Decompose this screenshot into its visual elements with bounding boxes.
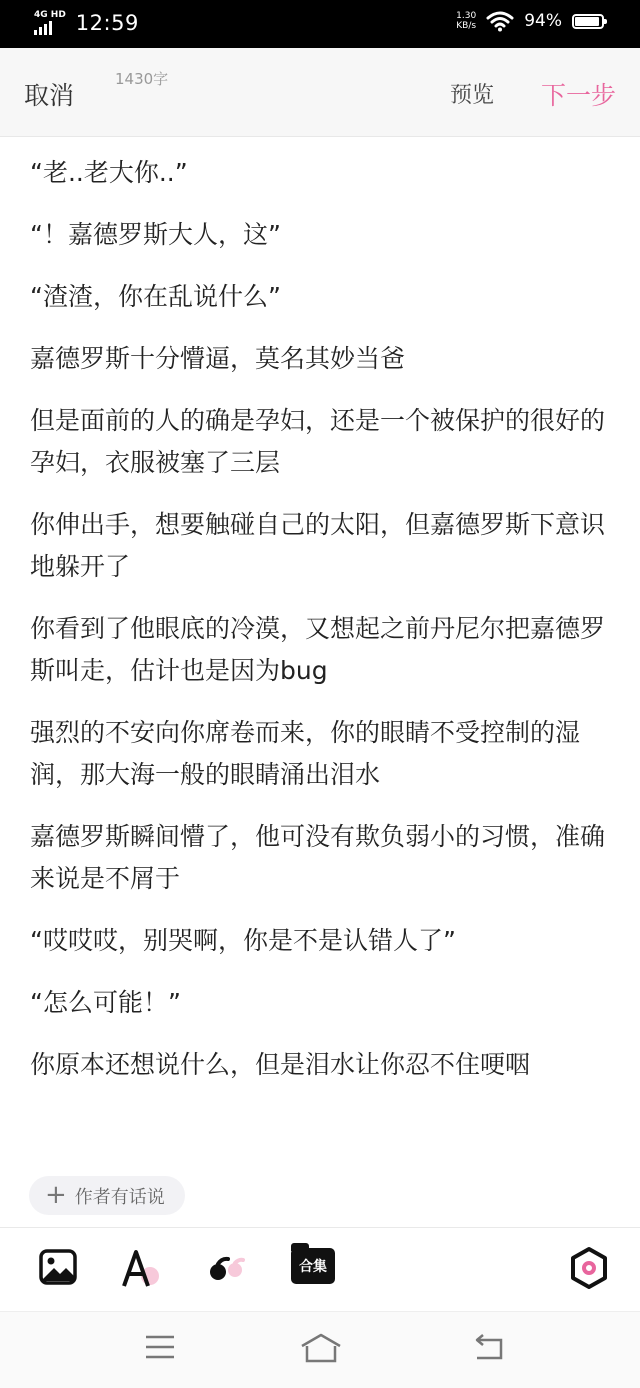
editor-toolbar <box>0 1227 640 1312</box>
settings-button[interactable] <box>568 1246 610 1294</box>
signal-bars-icon <box>34 21 66 35</box>
quote-button[interactable] <box>205 1254 247 1288</box>
clock-time: 12:59 <box>75 10 139 35</box>
back-icon <box>472 1332 506 1362</box>
network-speed <box>456 11 476 31</box>
editor-header <box>0 48 640 137</box>
battery-icon <box>572 14 604 29</box>
collection-button[interactable] <box>291 1248 335 1284</box>
status-bar <box>0 0 640 48</box>
status-left <box>34 10 139 35</box>
font-icon <box>118 1246 166 1290</box>
paragraph: 强烈的不安向你席卷而来，你的眼睛不受控制的湿润，那大海一般的眼睛涌出泪水 <box>30 718 581 789</box>
font-button[interactable] <box>118 1246 166 1294</box>
network-speed-value: 1.30 <box>456 11 477 21</box>
menu-icon <box>143 1332 177 1362</box>
menu-button[interactable] <box>143 1332 177 1366</box>
paragraph: 你原本还想说什么，但是泪水让你忍不住哽咽 <box>30 1050 531 1079</box>
next-step-button[interactable]: 下一步 <box>540 81 616 110</box>
paragraph: 你伸出手，想要触碰自己的太阳，但嘉德罗斯下意识地躲开了 <box>30 510 606 581</box>
network-speed-unit: KB/s <box>456 21 477 31</box>
paragraph: “！嘉德罗斯大人，这” <box>30 220 281 249</box>
image-icon <box>38 1248 78 1286</box>
collection-icon <box>291 1248 335 1284</box>
preview-button[interactable]: 预览 <box>449 83 494 108</box>
word-count: 1430字 <box>115 70 169 88</box>
back-button[interactable] <box>472 1332 506 1366</box>
home-icon <box>298 1332 344 1364</box>
system-navigation-bar <box>0 1311 640 1388</box>
wifi-icon <box>486 10 514 32</box>
editor-content[interactable] <box>30 152 610 1168</box>
paragraph: “哎哎哎，别哭啊，你是不是认错人了” <box>30 926 456 955</box>
collection-label: 合集 <box>299 1259 327 1275</box>
signal-indicator <box>34 10 66 35</box>
image-button[interactable] <box>38 1248 78 1290</box>
settings-icon <box>568 1246 610 1290</box>
battery-fill <box>575 17 599 26</box>
paragraph: “渣渣，你在乱说什么” <box>30 282 281 311</box>
author-note-button[interactable] <box>29 1176 185 1215</box>
cancel-button[interactable]: 取消 <box>24 81 75 110</box>
paragraph: 嘉德罗斯瞬间懵了，他可没有欺负弱小的习惯，准确来说是不屑于 <box>30 822 606 893</box>
quote-icon <box>205 1254 247 1284</box>
author-note-label: 作者有话说 <box>74 1186 165 1208</box>
plus-icon: + <box>45 1179 67 1210</box>
network-type: 4G HD <box>34 10 66 20</box>
paragraph: “老..老大你..” <box>30 158 188 187</box>
battery-percent: 94% <box>524 11 562 31</box>
paragraph: 嘉德罗斯十分懵逼，莫名其妙当爸 <box>30 344 406 373</box>
paragraph: “怎么可能！” <box>30 988 181 1017</box>
paragraph: 但是面前的人的确是孕妇，还是一个被保护的很好的孕妇，衣服被塞了三层 <box>30 406 606 477</box>
paragraph: 你看到了他眼底的冷漠，又想起之前丹尼尔把嘉德罗斯叫走，估计也是因为bug <box>30 614 606 685</box>
home-button[interactable] <box>298 1332 344 1368</box>
status-right <box>456 10 604 32</box>
